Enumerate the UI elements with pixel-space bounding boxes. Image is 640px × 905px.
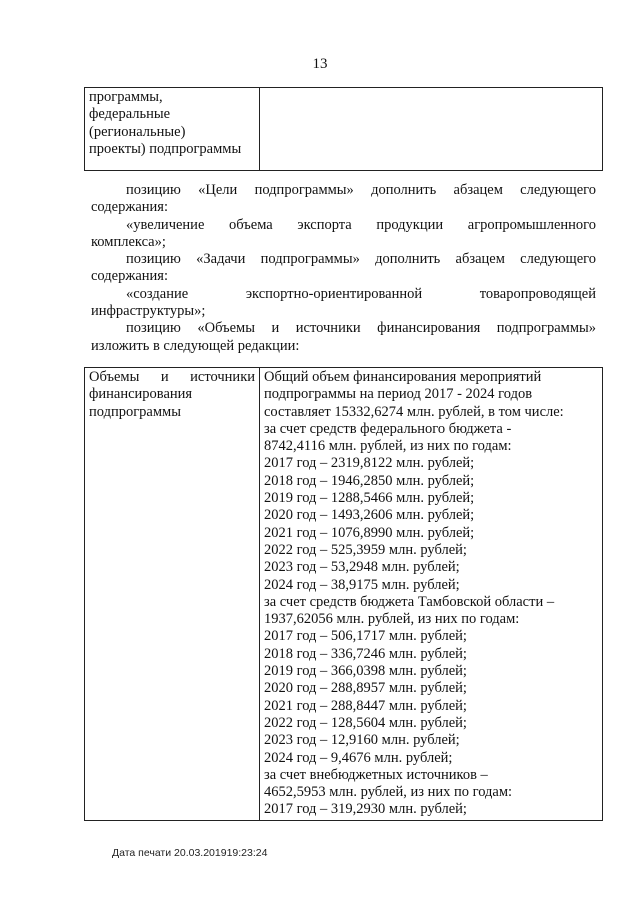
cell-line: проекты) подпрограммы bbox=[89, 140, 242, 157]
financing-line: 2021 год – 1076,8990 млн. рублей; bbox=[264, 524, 475, 541]
financing-line: 2022 год – 128,5604 млн. рублей; bbox=[264, 714, 467, 731]
financing-line: 2023 год – 12,9160 млн. рублей; bbox=[264, 732, 460, 749]
financing-line: 2017 год – 506,1717 млн. рублей; bbox=[264, 628, 467, 645]
paragraph-continuation: изложить в следующей редакции: bbox=[91, 337, 300, 354]
financing-line: 2017 год – 2319,8122 млн. рублей; bbox=[264, 455, 475, 472]
top-table-left-cell bbox=[85, 88, 260, 171]
page-number: 13 bbox=[312, 56, 328, 72]
financing-line: 2019 год – 366,0398 млн. рублей; bbox=[264, 663, 467, 680]
cell-line: подпрограммы bbox=[89, 403, 181, 420]
financing-line: 2019 год – 1288,5466 млн. рублей; bbox=[264, 490, 475, 507]
financing-line: 2023 год – 53,2948 млн. рублей; bbox=[264, 559, 460, 576]
paragraph-continuation: содержания: bbox=[91, 199, 169, 216]
table-row bbox=[85, 368, 603, 821]
paragraph-continuation: инфраструктуры»; bbox=[91, 303, 206, 320]
financing-line: 8742,4116 млн. рублей, из них по годам: bbox=[264, 438, 512, 455]
cell-line: (региональные) bbox=[89, 123, 186, 140]
financing-line: 2017 год – 319,2930 млн. рублей; bbox=[264, 801, 467, 818]
table-row bbox=[85, 88, 603, 171]
financing-line: составляет 15332,6274 млн. рублей, в том числе: bbox=[264, 403, 564, 420]
financing-line: подпрограммы на период 2017 - 2024 годов bbox=[264, 386, 533, 403]
paragraph-continuation: комплекса»; bbox=[91, 233, 166, 250]
paragraph-first-line: позицию «Задачи подпрограммы» дополнить абзацем следующего bbox=[126, 251, 596, 268]
cell-line: финансирования bbox=[89, 386, 193, 403]
financing-line: Общий объем финансирования мероприятий bbox=[264, 369, 542, 385]
paragraph-first-line: позицию «Объемы и источники финансирования подпрограммы» bbox=[126, 320, 596, 337]
financing-line: за счет средств федерального бюджета - bbox=[264, 420, 512, 437]
top-table-right-cell bbox=[260, 88, 603, 171]
financing-label-cell bbox=[85, 368, 260, 821]
cell-line: Объемы и источники bbox=[89, 369, 255, 385]
financing-line: 1937,62056 млн. рублей, из них по годам: bbox=[264, 611, 520, 628]
financing-line: 2022 год – 525,3959 млн. рублей; bbox=[264, 541, 467, 558]
paragraph-first-line: «создание экспортно-ориентированной товаропроводящей bbox=[126, 285, 596, 302]
cell-line: федеральные bbox=[89, 106, 171, 123]
top-table bbox=[84, 87, 603, 171]
financing-line: 2018 год – 336,7246 млн. рублей; bbox=[264, 645, 467, 662]
financing-line: 2020 год – 1493,2606 млн. рублей; bbox=[264, 507, 475, 524]
financing-table bbox=[84, 367, 603, 821]
cell-line: программы, bbox=[89, 89, 163, 105]
paragraph-first-line: «увеличение объема экспорта продукции агропромышленного bbox=[126, 216, 596, 233]
financing-line: 2024 год – 38,9175 млн. рублей; bbox=[264, 576, 460, 593]
financing-line: 2024 год – 9,4676 млн. рублей; bbox=[264, 749, 453, 766]
financing-line: 2018 год – 1946,2850 млн. рублей; bbox=[264, 472, 475, 489]
financing-line: 2021 год – 288,8447 млн. рублей; bbox=[264, 697, 467, 714]
paragraph-first-line: позицию «Цели подпрограммы» дополнить абзацем следующего bbox=[126, 182, 596, 198]
print-date: Дата печати 20.03.201919:23:24 bbox=[112, 847, 268, 859]
amendment-text bbox=[91, 182, 596, 355]
financing-line: 2020 год – 288,8957 млн. рублей; bbox=[264, 680, 467, 697]
financing-value-cell bbox=[260, 368, 603, 821]
financing-line: 4652,5953 млн. рублей, из них по годам: bbox=[264, 784, 513, 801]
paragraph-continuation: содержания: bbox=[91, 268, 169, 285]
financing-line: за счет средств бюджета Тамбовской области – bbox=[264, 593, 555, 610]
financing-line: за счет внебюджетных источников – bbox=[264, 766, 488, 783]
